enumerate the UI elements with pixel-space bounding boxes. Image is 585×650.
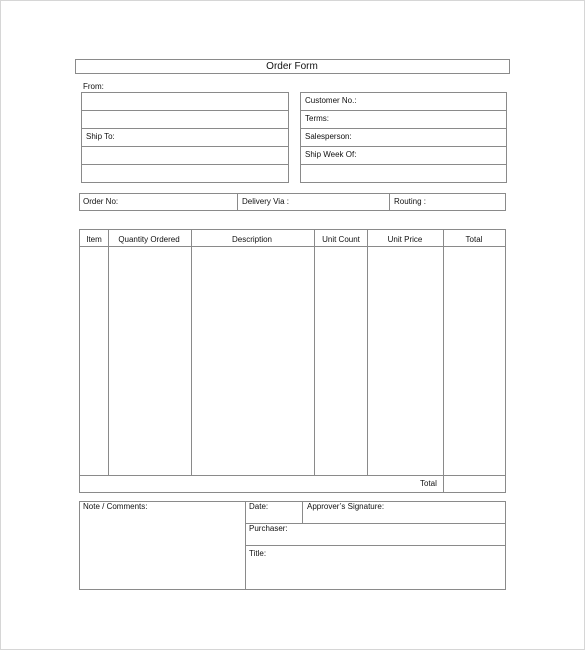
order-row-divider [389,193,390,211]
column-header-item: Item [86,235,102,244]
customer-divider [300,110,507,111]
table-total-divider [79,475,506,476]
order-row-divider [237,193,238,211]
salesperson-label: Salesperson: [305,132,352,141]
column-header-quantity: Quantity Ordered [118,235,180,244]
grand-total-label: Total [420,479,437,488]
customer-divider [300,128,507,129]
notes-label: Note / Comments: [83,502,148,511]
footer-divider [245,545,506,546]
delivery-via-label: Delivery Via : [242,197,289,206]
ship-to-field[interactable] [82,147,288,182]
table-header-divider [79,246,506,247]
column-header-total: Total [465,235,483,244]
order-no-label: Order No: [83,197,119,206]
page-title: Order Form [266,61,318,72]
terms-label: Terms: [305,114,329,123]
customer-no-label: Customer No.: [305,96,357,105]
ship-week-label: Ship Week Of: [305,150,357,159]
table-col-divider [108,229,109,475]
column-header-unit-price: Unit Price [387,235,423,244]
date-label: Date: [249,502,269,511]
purchaser-label: Purchaser: [249,524,288,533]
title-field-label: Title: [249,549,267,558]
routing-label: Routing : [394,197,427,206]
footer-divider [302,501,303,523]
from-label: From: [83,82,104,91]
items-table [79,229,506,493]
column-header-unit-count: Unit Count [322,235,360,244]
table-col-divider [191,229,192,475]
approver-signature-label: Approver’s Signature: [307,502,385,511]
address-divider [81,128,289,129]
customer-divider [300,146,507,147]
customer-divider [300,164,507,165]
table-col-divider [443,229,444,493]
grand-total-field[interactable] [444,476,505,492]
order-info-row [79,193,506,211]
from-field[interactable] [82,93,288,127]
column-header-description: Description [231,235,273,244]
table-col-divider [367,229,368,475]
table-col-divider [314,229,315,475]
ship-to-label: Ship To: [86,132,115,141]
notes-field[interactable] [80,514,244,589]
